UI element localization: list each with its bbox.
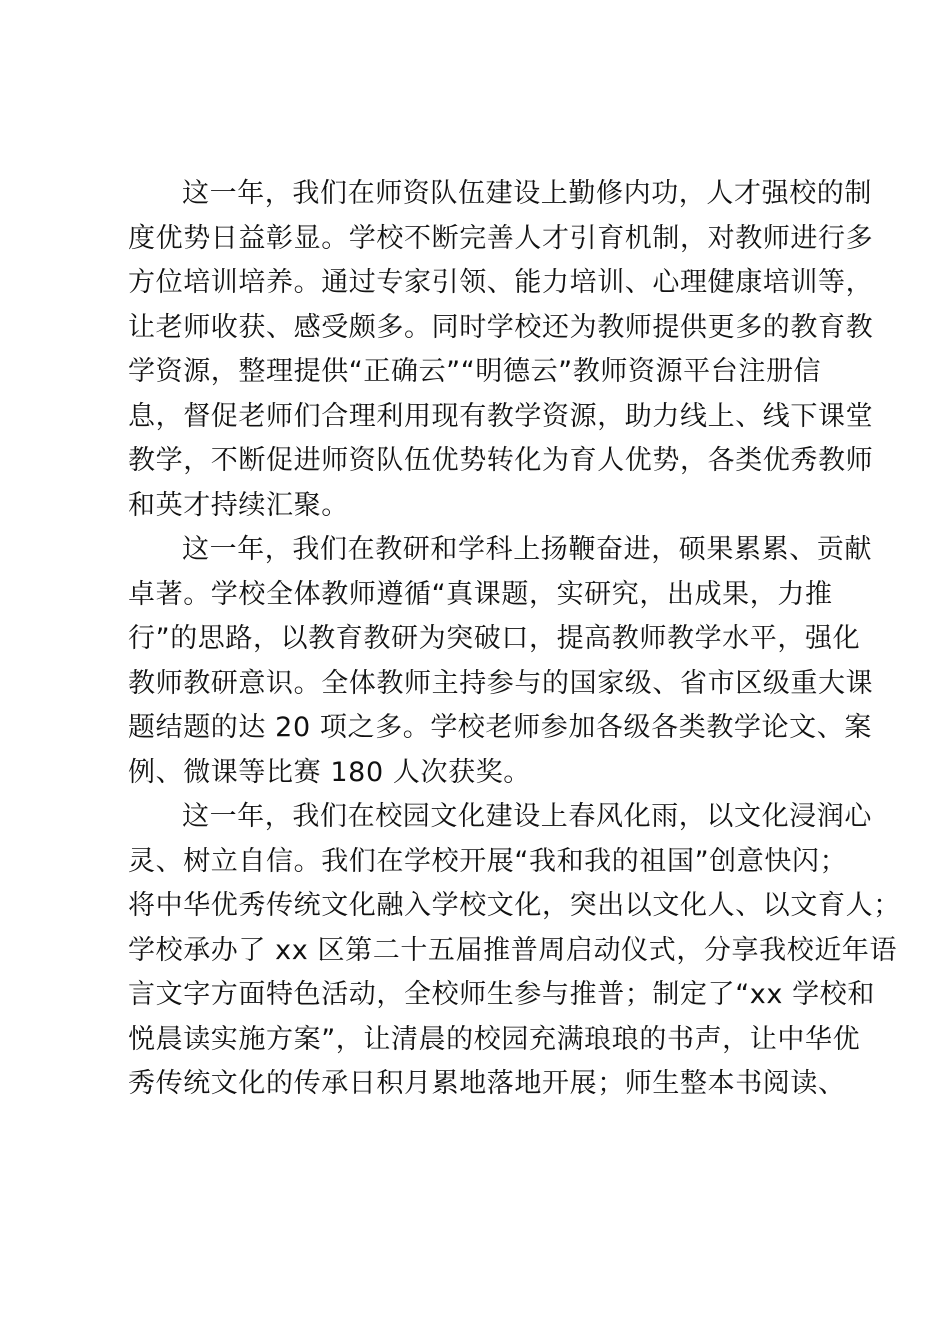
text-line: 题结题的达 20 项之多。学校老师参加各级各类教学论文、案 [128, 712, 872, 743]
text-line: 学校承办了 xx 区第二十五届推普周启动仪式，分享我校近年语 [128, 934, 898, 966]
text-line: 秀传统文化的传承日积月累地落地开展；师生整本书阅读、 [128, 1068, 846, 1099]
text-line: 教师教研意识。全体教师主持参与的国家级、省市区级重大课 [128, 667, 874, 699]
paragraph-research [128, 528, 874, 795]
text-line: 例、微课等比赛 180 人次获奖。 [128, 756, 531, 788]
text-line: 卓著。学校全体教师遵循“真课题，实研究，出成果，力推 [128, 578, 833, 610]
paragraph-culture [128, 795, 901, 1107]
text-line: 这一年，我们在师资队伍建设上勤修内功，人才强校的制 [182, 178, 872, 209]
text-line: 这一年，我们在教研和学科上扬鞭奋进，硕果累累、贡献 [182, 534, 872, 565]
text-line: 息，督促老师们合理利用现有教学资源，助力线上、线下课堂 [128, 400, 874, 432]
text-line: 和英才持续汇聚。 [128, 489, 349, 521]
text-line: 这一年，我们在校园文化建设上春风化雨，以文化浸润心 [182, 801, 872, 832]
text-line: 方位培训培养。通过专家引领、能力培训、心理健康培训等， [128, 267, 874, 298]
text-line: 行”的思路，以教育教研为突破口，提高教师教学水平，强化 [128, 623, 861, 654]
text-line: 教学，不断促进师资队伍优势转化为育人优势，各类优秀教师 [128, 445, 874, 476]
text-line: 悦晨读实施方案”，让清晨的校园充满琅琅的书声，让中华优 [128, 1023, 861, 1055]
paragraph-teachers [128, 172, 874, 528]
text-line: 灵、树立自信。我们在学校开展“我和我的祖国”创意快闪； [128, 845, 848, 877]
text-line: 将中华优秀传统文化融入学校文化，突出以文化人、以文育人； [128, 890, 901, 921]
text-line: 学资源，整理提供“正确云”“明德云”教师资源平台注册信 [128, 356, 822, 387]
text-line: 度优势日益彰显。学校不断完善人才引育机制，对教师进行多 [128, 222, 874, 254]
text-line: 言文字方面特色活动，全校师生参与推普；制定了“xx 学校和 [128, 979, 875, 1010]
text-line: 让老师收获、感受颇多。同时学校还为教师提供更多的教育教 [128, 311, 874, 343]
document-body [128, 172, 901, 1107]
